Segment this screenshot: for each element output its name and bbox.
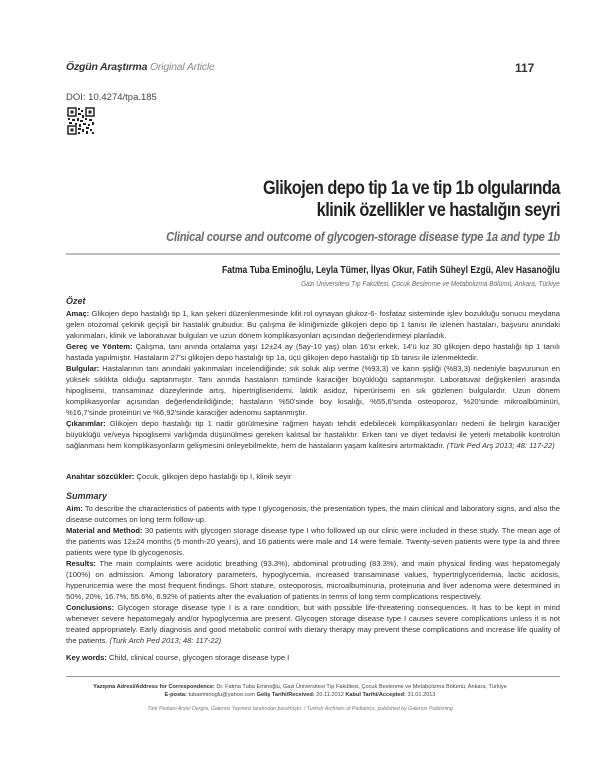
abstract-turkish xyxy=(66,296,560,451)
abstract-tr-method xyxy=(66,341,560,363)
title-divider xyxy=(66,253,560,255)
keywords-english xyxy=(66,653,289,662)
affiliation: Gazi Üniversitesi Tıp Fakültesi, Çocuk Beslenme ve Metabolizma Bölümü, Ankara, Türkiye xyxy=(301,279,560,288)
keywords-text: Child, clinical course, glycogen storage disease type I xyxy=(106,653,290,662)
article-type-en: Original Article xyxy=(149,61,215,73)
correspondence-address xyxy=(0,683,600,691)
section-text: To describe the characteristics of patients with type I glycogenosis, the presentation types, the main clinical and laboratory signs, and also the disease outcomes on long term follow-up. xyxy=(66,504,560,524)
article-type-label xyxy=(66,61,215,73)
citation: (Turk Arch Ped 2013; 48: 117-22) xyxy=(109,636,222,645)
section-label: Gereç ve Yöntem: xyxy=(66,342,133,351)
accepted-date: 31.01.2013 xyxy=(405,692,436,698)
section-text: Glikojen depo hastalığı tip 1 nadir görülmesine rağmen hayatı tehdit edebilecek komplikasyonları nedeni ile belirgin karaciğer büyüklüğü ve/veya hipoglisemi varlığında düşünülmesi gereken kalıtsal bir hastalıktır. Erken tanı ve diyet tedavisi ile yeterli metabolik kontrolün sağlanması hem komplikasyonların gelişmesini önleyebilmekte, hem de hastaların yaşam kalitesini artırmaktadır. xyxy=(66,419,560,450)
correspondence-dates xyxy=(0,691,600,699)
section-text: The main complaints were acidotic breathing (93.3%), abdominal protruding (83.3%), and main physical finding was hepatomegaly (100%) on admission. Among laboratory parameters, hypoglycemia, increased transaminase values, hypertriglyceridemia, lactic acidosis, hyperuricemia were the most frequent findings. Short stature, osteoporosis, microalbuminuria, proteinuria and liver adenoma were determined in 50%, 20%, 16.7%, 55.6%, 6.92% of patients after the evaluation of patients in terms of long term complications respectively. xyxy=(66,559,560,601)
abstract-tr-results xyxy=(66,363,560,418)
keywords-turkish xyxy=(66,472,291,481)
section-label: Material and Method: xyxy=(66,526,143,535)
keywords-label: Anahtar sözcükler: xyxy=(66,472,135,481)
received-label: Geliş Tarihi/Received: xyxy=(256,692,315,698)
email-link[interactable]: tubaeminoglu@yahoo.com xyxy=(186,692,257,698)
email-label: E-posta: xyxy=(164,692,187,698)
author-list: Fatma Tuba Eminoğlu, Leyla Tümer, İlyas Okur, Fatih Süheyl Ezgü, Alev Hasanoğlu xyxy=(222,265,560,276)
article-type-tr: Özgün Araştırma xyxy=(66,61,148,73)
footer-divider xyxy=(66,676,560,677)
keywords-text: Çocuk, glikojen depo hastalığı tip I, klinik seyir xyxy=(134,472,292,481)
abstract-tr-aim xyxy=(66,308,560,341)
section-text: Çalışma, tanı anında ortalama yaşı 12±24 ay (5ay-10 yaş) olan 16'sı erkek, 14'ü kız 30 glikojen depo hastalığı tip 1 tanılı hastada yapılmıştır. Hastaların 27'si glikojen depo hastalığı tip 1a, üçü glikojen depo hastalığı tip 1b tanısı ile izlenmektedir. xyxy=(66,342,560,362)
citation: (Türk Ped Arş 2013; 48: 117-22) xyxy=(446,441,555,450)
section-label: Amaç: xyxy=(66,309,90,318)
publisher-note: Türk Pediatri Arşivi Dergisi, Galenos Yayınevi tarafından basılmıştır. / Turkish Archives of Pediatrics, published by Galenos Publishing xyxy=(147,706,453,712)
qr-code-icon xyxy=(67,107,95,135)
section-text: 30 patients with glycogen storage disease type I who followed up our clinic were included in these study. The mean age of the patients was 12±24 months (5 month-20 years), and 16 patients were male and 14 were female. Twenty-seven patients were type Ia and three patients were type Ib glycogenosis. xyxy=(66,526,560,557)
section-text: Hastalarının tanı anındaki yakınmaları incelendiğinde; sık soluk alıp verme (%93,3) ve karın şişliği (%83,3) nedeniyle başvurunun en yüksek sıklıkta olduğu saptanmıştır. Tanı anında hastaların tümünde karaciğer büyüklüğü saptanmıştır. Laboratuvar değişkenleri arasında hipoglisemi, transaminaz düzeylerinde artış, hipertrigliseridemi, laktik asidoz, hiperürisemi en sık gözlenen bulgulardır. Uzun dönem komplikasyonlar açısından değerlendirildiğinde; hastaların %50'sinde boy kısalığı, %55,6'sında osteoporoz, %20'sinde mikroalbüminüri, %16,7'sinde proteinüri ve %6,92'sinde karaciğer adenomu saptanmıştır. xyxy=(66,364,560,417)
section-label: Çıkarımlar: xyxy=(66,419,106,428)
abstract-english xyxy=(66,491,560,646)
section-text: Glikojen depo hastalığı tip 1, kan şekeri düzenlenmesinde kilit rol oynayan glukoz-6- fosfataz sisteminde işlev bozukluğu sonucu meydana gelen otozomal çekinik geçişli bir hastalık grubudur. Bu çalışma ile kliniğimizde glikojen depo tip 1 tanısı ile izlenen hastaları, başvuru anındaki yakınmaları, klinik ve laboratuvar bulguları ve uzun dönem komplikasyonları açısından değerlendirmeyi planladık. xyxy=(66,309,560,340)
section-text: Glycogen storage disease type I is a rare condition, but with possible life-threatering consequences. It has to be kept in mind whenever severe hepatomegaly and/or hypoglycemia are present. Glycogen storage disease type I causes severe complications unless it is not treated appropriately. Early diagnosis and good metabolic control with dietary therapy may prevent these complications and increase life quality of the patients. xyxy=(66,603,560,645)
correspondence-label: Yazışma Adresi/Address for Correspondence: xyxy=(93,684,215,690)
keywords-label: Key words: xyxy=(66,653,107,662)
abstract-tr-heading: Özet xyxy=(66,296,86,306)
doi-link[interactable]: DOI: 10.4274/tpa.185 xyxy=(66,92,157,103)
abstract-en-conclusions xyxy=(66,602,560,646)
correspondence-text: Dr. Fatma Tuba Eminoğlu, Gazi Üniversitesi Tıp Fakültesi, Çocuk Beslenme ve Metabolizma Bölümü, Ankara, Türkiye xyxy=(214,684,507,690)
abstract-tr-conclusions xyxy=(66,418,560,451)
section-label: Aim: xyxy=(66,504,83,513)
title-line-1: Glikojen depo tip 1a ve tip 1b olgularında xyxy=(262,178,560,199)
section-label: Bulgular: xyxy=(66,364,100,373)
section-label: Conclusions: xyxy=(66,603,115,612)
received-date: 20.11.2012 xyxy=(314,692,346,698)
page-number: 117 xyxy=(515,61,535,75)
article-title xyxy=(156,178,560,222)
abstract-en-method xyxy=(66,525,560,558)
title-line-2: klinik özellikler ve hastalığın seyri xyxy=(316,200,560,221)
article-subtitle-en: Clinical course and outcome of glycogen-storage disease type 1a and type 1b xyxy=(166,229,560,244)
abstract-en-heading: Summary xyxy=(66,491,108,501)
section-label: Results: xyxy=(66,559,96,568)
abstract-en-results xyxy=(66,558,560,602)
accepted-label: Kabul Tarihi/Accepted: xyxy=(345,692,406,698)
abstract-en-aim xyxy=(66,503,560,525)
